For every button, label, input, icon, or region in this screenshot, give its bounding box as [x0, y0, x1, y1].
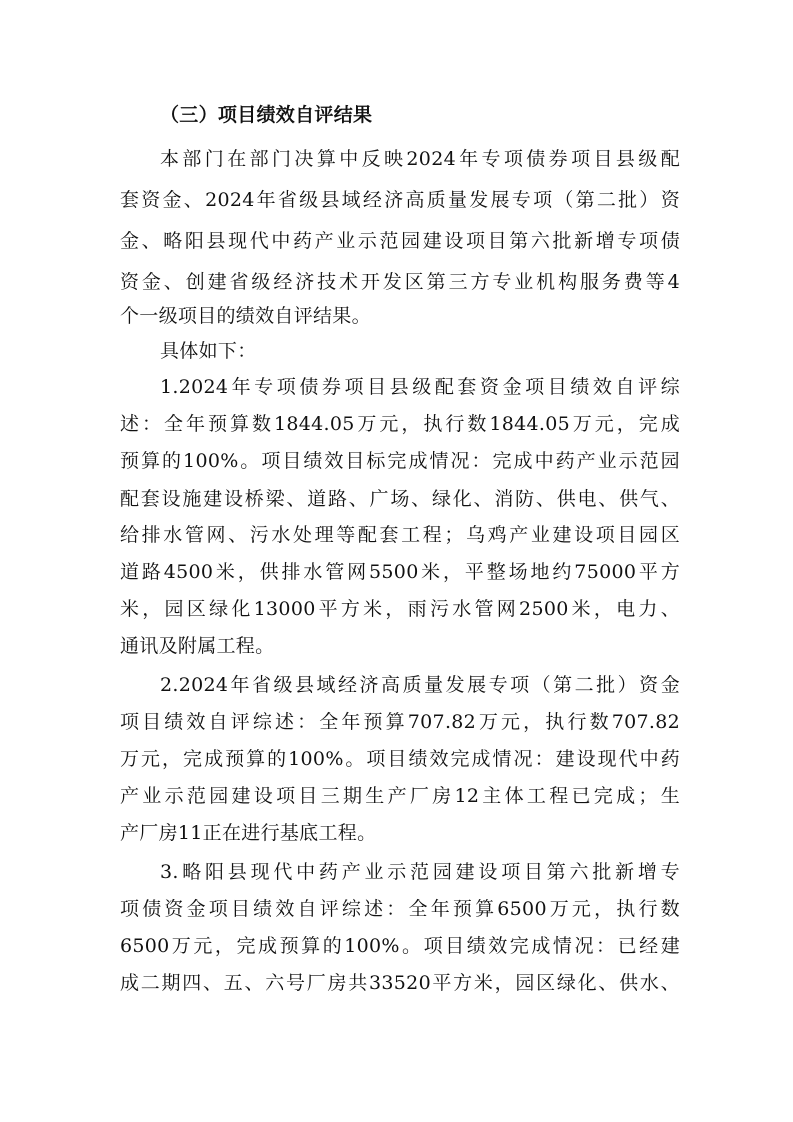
section-heading: （三）项目绩效自评结果: [160, 104, 373, 126]
paragraph-3-line-2: 述：全年预算数1844.05万元，执行数1844.05万元，完成: [120, 413, 680, 435]
paragraph-5-line-1: 3.略阳县现代中药产业示范园建设项目第六批新增专: [160, 861, 680, 883]
paragraph-3-line-8: 通讯及附属工程。: [120, 635, 275, 657]
paragraph-3-line-7: 米，园区绿化13000平方米，雨污水管网2500米，电力、: [120, 598, 680, 620]
paragraph-4-line-3: 万元，完成预算的100%。项目绩效完成情况：建设现代中药: [120, 748, 680, 770]
paragraph-3-line-4: 配套设施建设桥梁、道路、广场、绿化、消防、供电、供气、: [120, 488, 680, 510]
paragraph-1-line-2: 套资金、2024年省级县域经济高质量发展专项（第二批）资: [120, 189, 680, 211]
paragraph-5-line-2: 项债资金项目绩效自评综述：全年预算6500万元，执行数: [120, 898, 680, 920]
paragraph-3-line-1: 1.2024年专项债券项目县级配套资金项目绩效自评综: [160, 376, 680, 398]
paragraph-4-line-5: 产厂房11正在进行基底工程。: [120, 822, 377, 844]
paragraph-4-line-1: 2.2024年省级县域经济高质量发展专项（第二批）资金: [160, 674, 680, 696]
paragraph-2-line-1: 具体如下：: [160, 340, 257, 362]
paragraph-3-line-3: 预算的100%。项目绩效目标完成情况：完成中药产业示范园: [120, 450, 680, 472]
paragraph-1-line-5: 个一级项目的绩效自评结果。: [120, 305, 371, 327]
paragraph-3-line-6: 道路4500米，供排水管网5500米，平整场地约75000平方: [120, 561, 680, 583]
paragraph-1-line-4: 资金、创建省级经济技术开发区第三方专业机构服务费等4: [120, 271, 680, 293]
paragraph-4-line-4: 产业示范园建设项目三期生产厂房12主体工程已完成；生: [120, 785, 680, 807]
paragraph-4-line-2: 项目绩效自评综述：全年预算707.82万元，执行数707.82: [120, 711, 680, 733]
paragraph-3-line-5: 给排水管网、污水处理等配套工程；乌鸡产业建设项目园区: [120, 524, 680, 546]
paragraph-5-line-3: 6500万元，完成预算的100%。项目绩效完成情况：已经建: [120, 935, 680, 957]
paragraph-5-line-4: 成二期四、五、六号厂房共33520平方米，园区绿化、供水、: [120, 972, 680, 994]
paragraph-1-line-3: 金、略阳县现代中药产业示范园建设项目第六批新增专项债: [120, 230, 680, 252]
paragraph-1-line-1: 本部门在部门决算中反映2024年专项债券项目县级配: [160, 148, 680, 170]
